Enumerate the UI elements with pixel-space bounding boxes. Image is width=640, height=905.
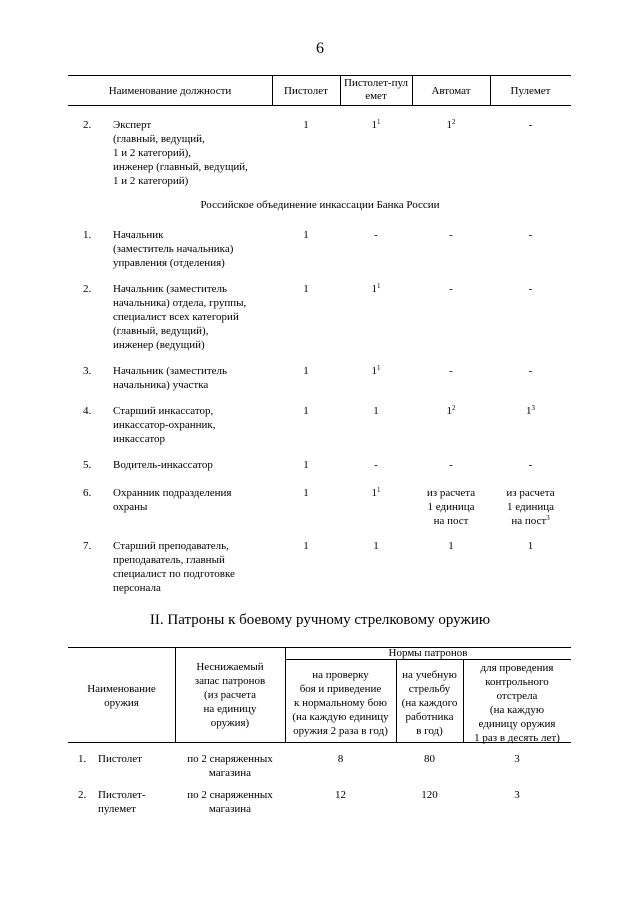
header-training [396,668,463,738]
pistol-count-value: 1 [303,405,309,417]
mg-count-line: 1 единица [506,501,554,513]
header-training-line: работника [405,711,454,723]
position-name-line: специалист по подготовке [113,568,235,580]
row-number [78,752,98,766]
training-value [396,788,463,802]
reserve-value [175,752,285,780]
position-name-line: Водитель-инкассатор [113,459,213,471]
reserve-value-line: магазина [208,767,252,779]
row-number-line: 6. [83,487,92,499]
rifle-count-value: - [449,459,453,471]
position-name-line: охраны [113,501,148,513]
rifle-count [412,228,490,242]
row-number [83,486,103,500]
position-name [113,228,273,270]
weapon-name-line: Пистолет [98,753,142,765]
header-reserve [175,660,285,730]
pistol-count-value: 1 [303,487,309,499]
pistol-mg-count [340,364,412,378]
mg-count-value: - [528,459,533,471]
mg-count [490,228,571,242]
pistol-mg-count-footnote: 1 [377,364,381,372]
header-rifle: Автомат [431,85,471,97]
pistol-mg-count-value: 1 [371,283,377,295]
pistol-mg-count-footnote: 1 [377,118,381,126]
position-name-line: Охранник подразделения [113,487,232,499]
mg-count-footnote: 3 [531,404,535,412]
header-pistol: Пистолет [284,85,328,97]
pistol-mg-count [340,539,412,553]
control-value [463,752,571,766]
row-number-line: 1. [83,229,92,241]
rifle-count-line: 1 единица [427,501,475,513]
table1-col-divider [340,75,341,105]
check-value-value: 12 [335,789,346,801]
pistol-mg-count-value: - [374,229,378,241]
pistol-mg-count-value: 1 [371,365,377,377]
pistol-mg-count-value: 1 [371,119,377,131]
mg-count-value: - [528,119,533,131]
header-control-line: для проведения [480,662,554,674]
pistol-mg-count [340,458,412,472]
pistol-mg-count-value: 1 [373,405,379,417]
row-number-line: 3. [83,365,92,377]
mg-count [490,404,571,418]
pistol-count [272,118,340,132]
position-name-line: (главный, ведущий), [113,325,209,337]
weapon-name-line: пулемет [98,803,136,815]
row-number [83,364,103,378]
header-check-line: оружия 2 раза в год) [293,725,388,737]
header-pistol-mg: Пистолет-пулемет [344,77,408,102]
pistol-count [272,282,340,296]
header-reserve-line: на единицу [203,703,257,715]
header-control-line: единицу оружия [478,718,556,730]
pistol-count-value: 1 [303,459,309,471]
pistol-count-value: 1 [303,119,309,131]
position-name-line: Старший инкассатор, [113,405,214,417]
pistol-count [272,228,340,242]
rifle-count-line: на пост [433,515,469,527]
header-position: Наименование должности [108,85,232,97]
row-number-line: 7. [83,540,92,552]
position-name [113,364,273,392]
pistol-mg-count [340,118,412,132]
pistol-count [272,539,340,553]
rifle-count [412,539,490,553]
position-name-line: (главный, ведущий, [113,133,205,145]
pistol-mg-count-value: 1 [373,540,379,552]
rifle-count [412,458,490,472]
mg-count [490,539,571,553]
mg-count [490,118,571,132]
row-number-line: 2. [83,283,92,295]
weapon-name-line: Пистолет- [98,789,146,801]
header-training-line: в год) [416,725,443,737]
header-check [285,668,396,738]
weapon-name [98,752,175,766]
pistol-count-value: 1 [303,540,309,552]
row-number [78,788,98,802]
position-name-line: специалист всех категорий [113,311,239,323]
reserve-value-line: магазина [208,803,252,815]
position-name-line: управления (отделения) [113,257,225,269]
mg-count [490,282,571,296]
check-value [285,752,396,766]
header-weapon-line: оружия [104,697,139,709]
header-control [463,661,571,745]
position-name-line: инкассатор [113,433,165,445]
pistol-mg-count [340,404,412,418]
row-number-line: 2. [83,119,92,131]
position-name-line: начальника) участка [113,379,209,391]
pistol-mg-count [340,486,412,500]
position-name-line: Старший преподаватель, [113,540,229,552]
position-name [113,486,273,514]
position-name-line: инженер (ведущий) [113,339,205,351]
mg-count-value: - [528,365,533,377]
page-number: 6 [316,40,324,57]
header-reserve-line: Неснижаемый [196,661,264,673]
mg-count-footnote: 3 [546,514,550,522]
header-control-line: отстрела [496,690,538,702]
mg-count [490,486,571,528]
training-value-value: 80 [424,753,435,765]
mg-count-line: на пост$^3$ [511,514,550,527]
header-control-line: контрольного [485,676,549,688]
position-name-line: Начальник (заместитель [113,365,228,377]
table1-header-bottom-border [68,105,571,106]
mg-count-value: - [528,283,533,295]
rifle-count-line: из расчета [426,487,476,499]
header-check-line: к нормальному бою [294,697,387,709]
control-value [463,788,571,802]
position-name [113,539,273,595]
pistol-count-value: 1 [303,229,309,241]
position-name [113,404,273,446]
row-number-line: 1. [78,753,87,765]
table1-top-border [68,75,571,76]
rifle-count [412,118,490,132]
check-value-value: 8 [337,753,344,765]
mg-count [490,458,571,472]
header-mg: Пулемет [510,85,551,97]
row-number-line: 2. [78,789,87,801]
pistol-mg-count-value: 1 [371,487,377,499]
position-name-line: 1 и 2 категорий), [113,147,192,159]
mg-count-value: 1 [527,540,534,552]
header-weapon-line: Наименование [87,683,156,695]
position-name-line: начальника) отдела, группы, [113,297,247,309]
rifle-count [412,282,490,296]
rifle-count [412,486,490,528]
mg-count-value: 1 [526,405,532,417]
header-training-line: (на каждого [401,697,458,709]
training-value [396,752,463,766]
position-name-line: инженер (главный, ведущий, [113,161,248,173]
position-name-line: (заместитель начальника) [113,243,234,255]
mg-count-value: - [528,229,533,241]
pistol-mg-count [340,228,412,242]
position-name [113,458,273,472]
position-name [113,282,273,352]
rifle-count-value: - [449,229,453,241]
row-number [83,118,103,132]
header-check-line: боя и приведение [299,683,382,695]
row-number [83,228,103,242]
position-name [113,118,273,188]
header-control-line: 1 раз в десять лет) [474,732,560,744]
rifle-count-footnote: 2 [452,118,456,126]
rifle-count-value: 1 [448,540,454,552]
rifle-count [412,404,490,418]
row-number [83,404,103,418]
pistol-mg-count-footnote: 1 [377,486,381,494]
pistol-count-value: 1 [303,365,309,377]
pistol-count [272,404,340,418]
row-number [83,458,103,472]
pistol-count [272,364,340,378]
position-name-line: Эксперт [113,119,152,131]
reserve-value-line: по 2 снаряженных [187,753,273,765]
reserve-value-line: по 2 снаряженных [187,789,273,801]
pistol-mg-count-footnote: 1 [377,282,381,290]
control-value-value: 3 [514,753,520,765]
training-value-value: 120 [421,789,438,801]
rifle-count [412,364,490,378]
header-control-line: (на каждую [489,704,545,716]
position-name-line: Начальник [113,229,164,241]
row-number-line: 5. [83,459,92,471]
mg-count-line: из расчета [506,487,555,499]
rifle-count-value: 1 [446,119,452,131]
check-value [285,788,396,802]
header-training-line: стрельбу [408,683,451,695]
header-reserve-line: запас патронов [194,675,266,687]
pistol-mg-count [340,282,412,296]
mg-count [490,364,571,378]
position-name-line: Начальник (заместитель [113,283,228,295]
pistol-count [272,486,340,500]
weapon-name [98,788,175,816]
row-number-line: 4. [83,405,92,417]
position-name-line: 1 и 2 категорий) [113,175,189,187]
control-value-value: 3 [514,789,520,801]
header-training-line: на учебную [402,669,457,681]
section-heading: Российское объединение инкассации Банка России [200,199,440,211]
position-name-line: инкассатор-охранник, [113,419,216,431]
pistol-mg-count-value: - [374,459,378,471]
rifle-count-value: - [449,283,453,295]
header-norms: Нормы патронов [388,647,468,659]
rifle-count-value: - [449,365,453,377]
position-name-line: преподаватель, главный [113,554,225,566]
row-number [83,539,103,553]
row-number [83,282,103,296]
pistol-count-value: 1 [303,283,309,295]
section-title: II. Патроны к боевому ручному стрелковому оружию [149,612,491,628]
reserve-value [175,788,285,816]
position-name-line: персонала [113,582,161,594]
rifle-count-value: 1 [446,405,452,417]
pistol-count [272,458,340,472]
header-weapon [68,682,175,710]
header-reserve-line: (из расчета [204,689,256,701]
header-check-line: на проверку [312,669,369,681]
rifle-count-footnote: 2 [452,404,456,412]
header-reserve-line: оружия) [210,717,250,729]
header-check-line: (на каждую единицу [292,711,389,723]
